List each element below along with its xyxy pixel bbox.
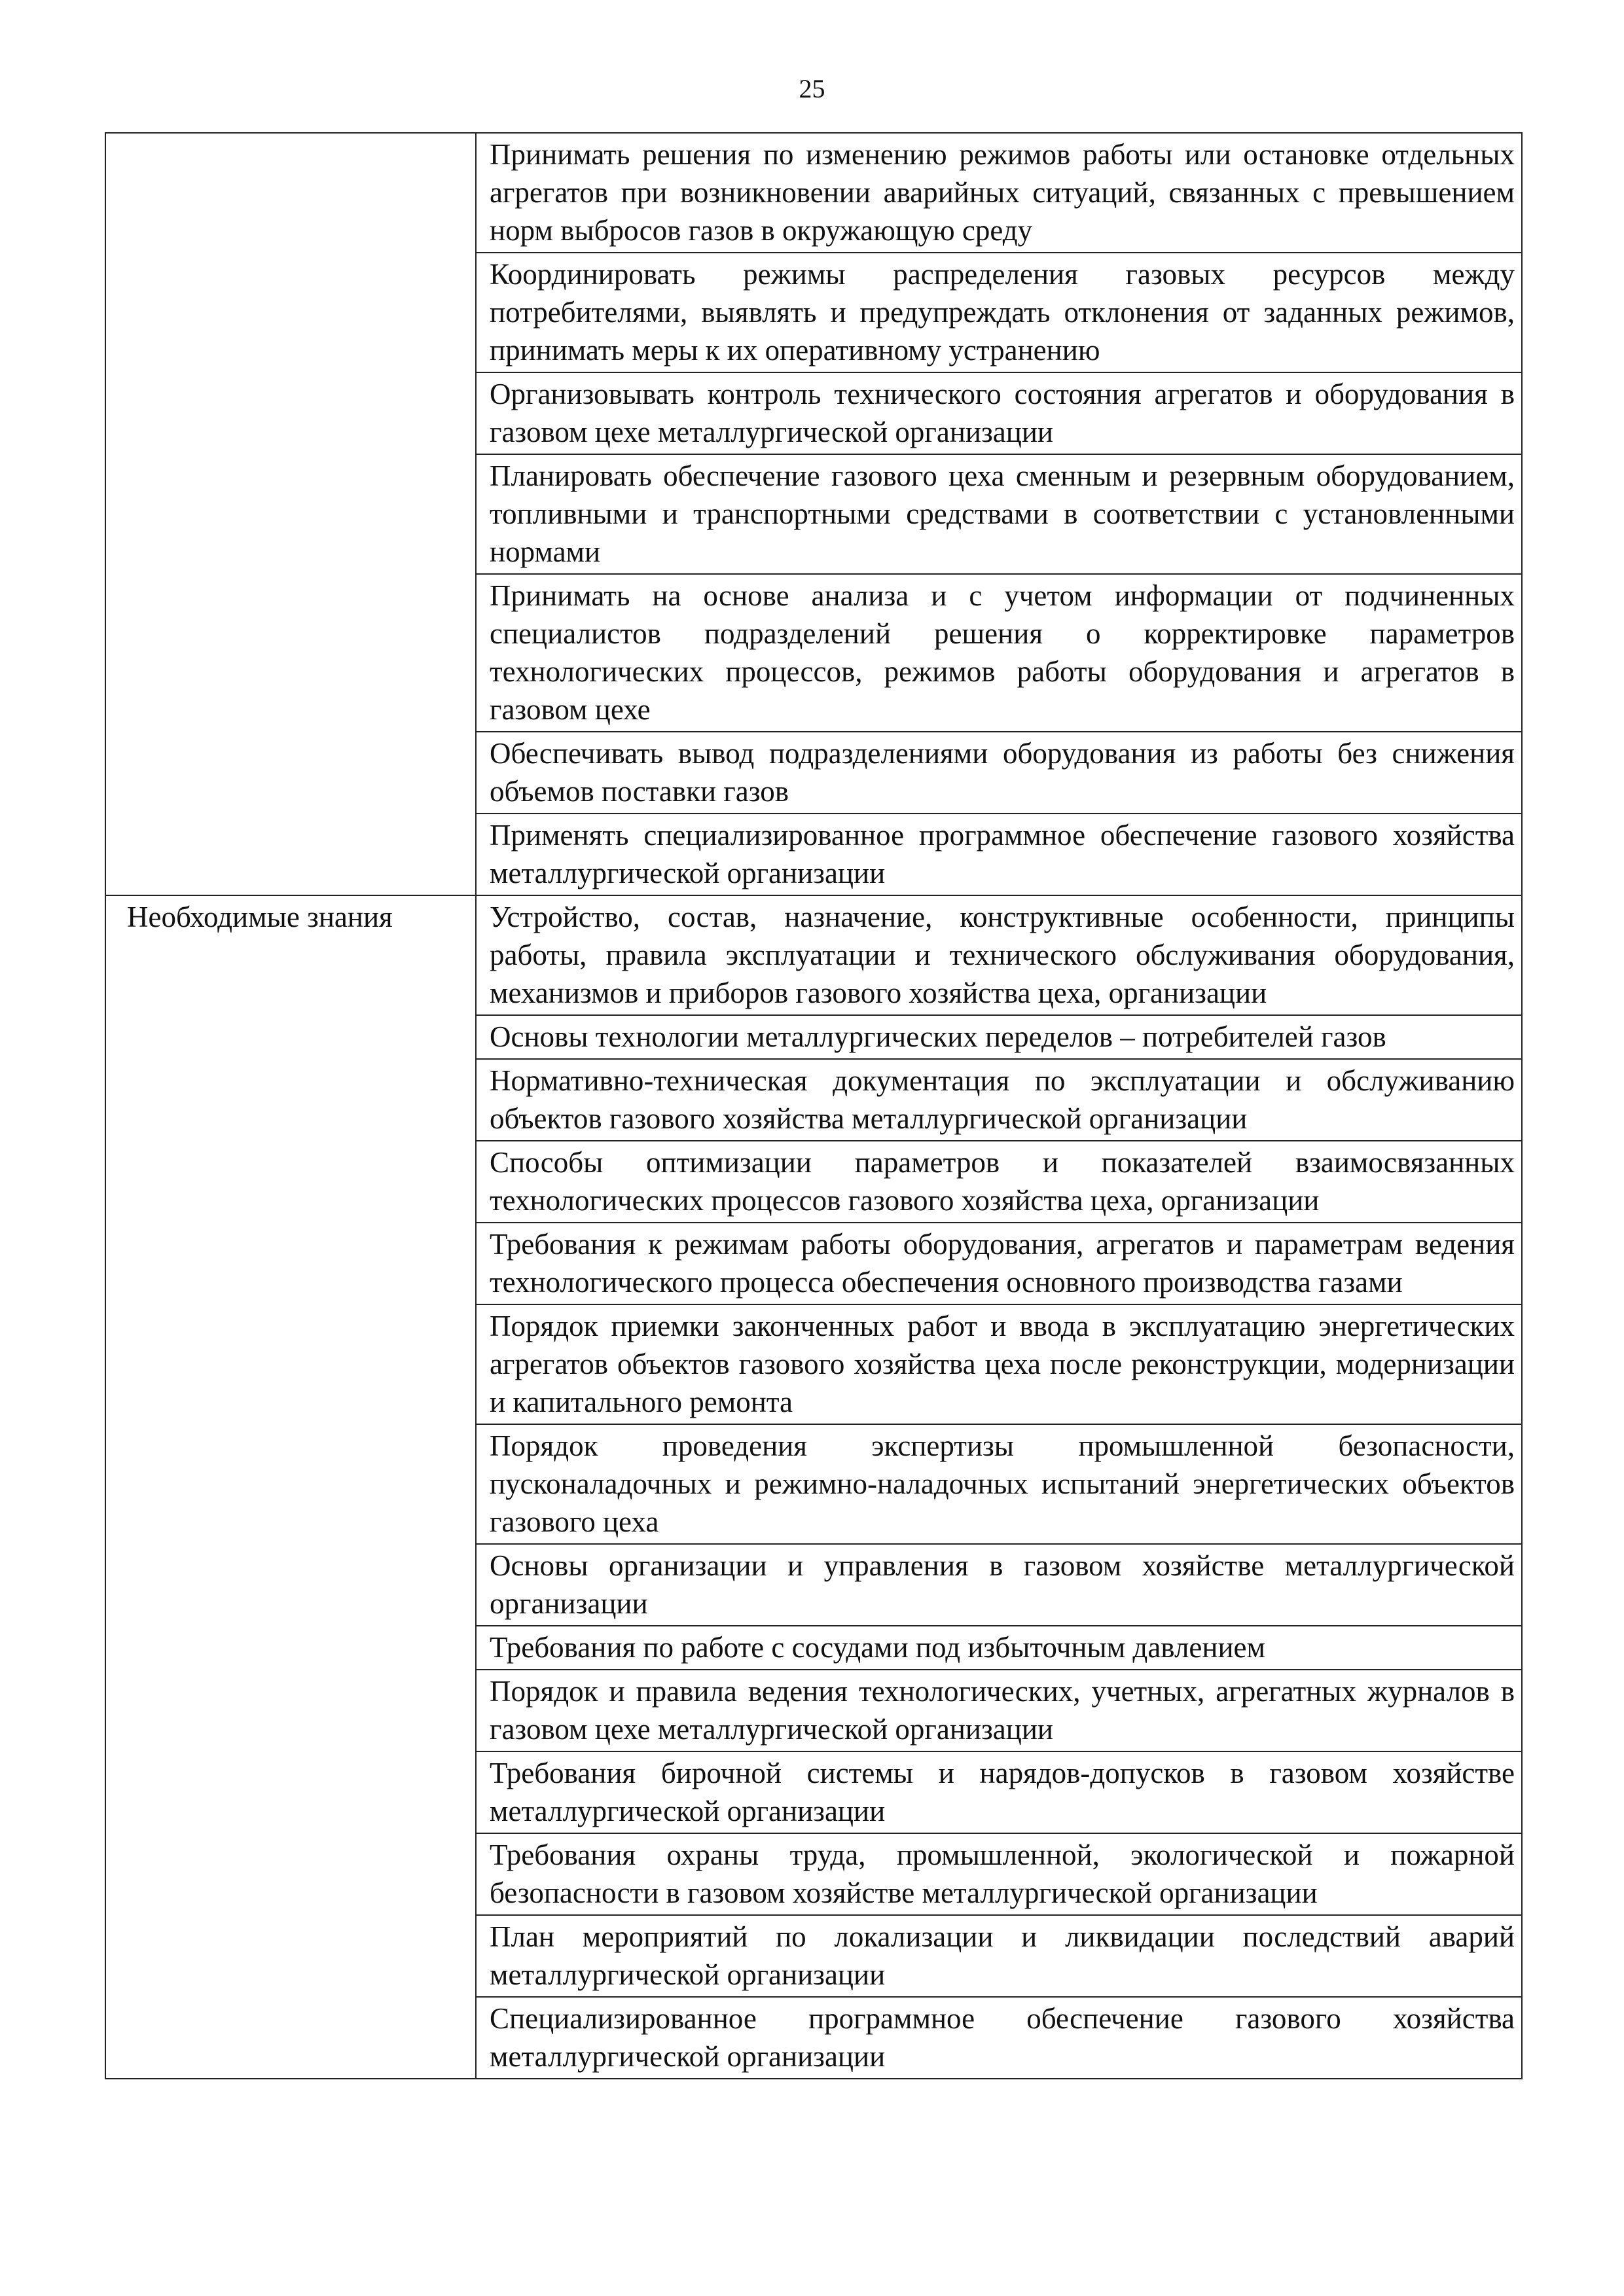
table-row [105, 133, 1522, 253]
knowledge-item: Основы технологии металлургических переделов – потребителей газов [476, 1015, 1522, 1059]
requirement-item: Организовывать контроль технического состояния агрегатов и оборудования в газовом цехе металлургической организации [476, 372, 1522, 454]
page-number: 25 [799, 74, 825, 103]
knowledge-item: Требования бирочной системы и нарядов-допусков в газовом хозяйстве металлургической организации [476, 1751, 1522, 1833]
knowledge-item: Устройство, состав, назначение, конструктивные особенности, принципы работы, правила эксплуатации и технического обслуживания оборудования, механизмов и приборов газового хозяйства цеха, организации [476, 895, 1522, 1015]
table-body [105, 133, 1522, 2079]
requirement-item: Применять специализированное программное обеспечение газового хозяйства металлургической организации [476, 814, 1522, 895]
knowledge-item: Порядок проведения экспертизы промышленной безопасности, пусконаладочных и режимно-наладочных испытаний энергетических объектов газового цеха [476, 1424, 1522, 1544]
knowledge-item: Способы оптимизации параметров и показателей взаимосвязанных технологических процессов газового хозяйства цеха, организации [476, 1141, 1522, 1223]
requirement-item: Координировать режимы распределения газовых ресурсов между потребителями, выявлять и предупреждать отклонения от заданных режимов, принимать меры к их оперативному устранению [476, 253, 1522, 372]
knowledge-item: Требования охраны труда, промышленной, экологической и пожарной безопасности в газовом хозяйстве металлургической организации [476, 1833, 1522, 1915]
requirement-item: Планировать обеспечение газового цеха сменным и резервным оборудованием, топливными и транспортными средствами в соответствии с установленными нормами [476, 454, 1522, 574]
section-label-cell [105, 133, 476, 895]
knowledge-item: Порядок и правила ведения технологических, учетных, агрегатных журналов в газовом цехе металлургической организации [476, 1670, 1522, 1751]
knowledge-item: Специализированное программное обеспечение газового хозяйства металлургической организации [476, 1997, 1522, 2079]
knowledge-item: План мероприятий по локализации и ликвидации последствий аварий металлургической организации [476, 1915, 1522, 1997]
knowledge-item: Основы организации и управления в газовом хозяйстве металлургической организации [476, 1544, 1522, 1626]
table-row [105, 895, 1522, 1015]
requirement-item: Обеспечивать вывод подразделениями оборудования из работы без снижения объемов поставки газов [476, 732, 1522, 814]
knowledge-item: Порядок приемки законченных работ и ввода в эксплуатацию энергетических агрегатов объектов газового хозяйства цеха после реконструкции, модернизации и капитального ремонта [476, 1304, 1522, 1424]
requirement-item: Принимать решения по изменению режимов работы или остановке отдельных агрегатов при возникновении аварийных ситуаций, связанных с превышением норм выбросов газов в окружающую среду [476, 133, 1522, 253]
knowledge-item: Требования по работе с сосудами под избыточным давлением [476, 1626, 1522, 1670]
requirement-item: Принимать на основе анализа и с учетом информации от подчиненных специалистов подразделений решения о корректировке параметров технологических процессов, режимов работы оборудования и агрегатов в газовом цехе [476, 574, 1522, 732]
knowledge-item: Нормативно-техническая документация по эксплуатации и обслуживанию объектов газового хозяйства металлургической организации [476, 1059, 1522, 1141]
requirements-table [105, 132, 1523, 2079]
section-label-knowledge: Необходимые знания [105, 895, 476, 2079]
knowledge-item: Требования к режимам работы оборудования, агрегатов и параметрам ведения технологического процесса обеспечения основного производства газами [476, 1223, 1522, 1304]
